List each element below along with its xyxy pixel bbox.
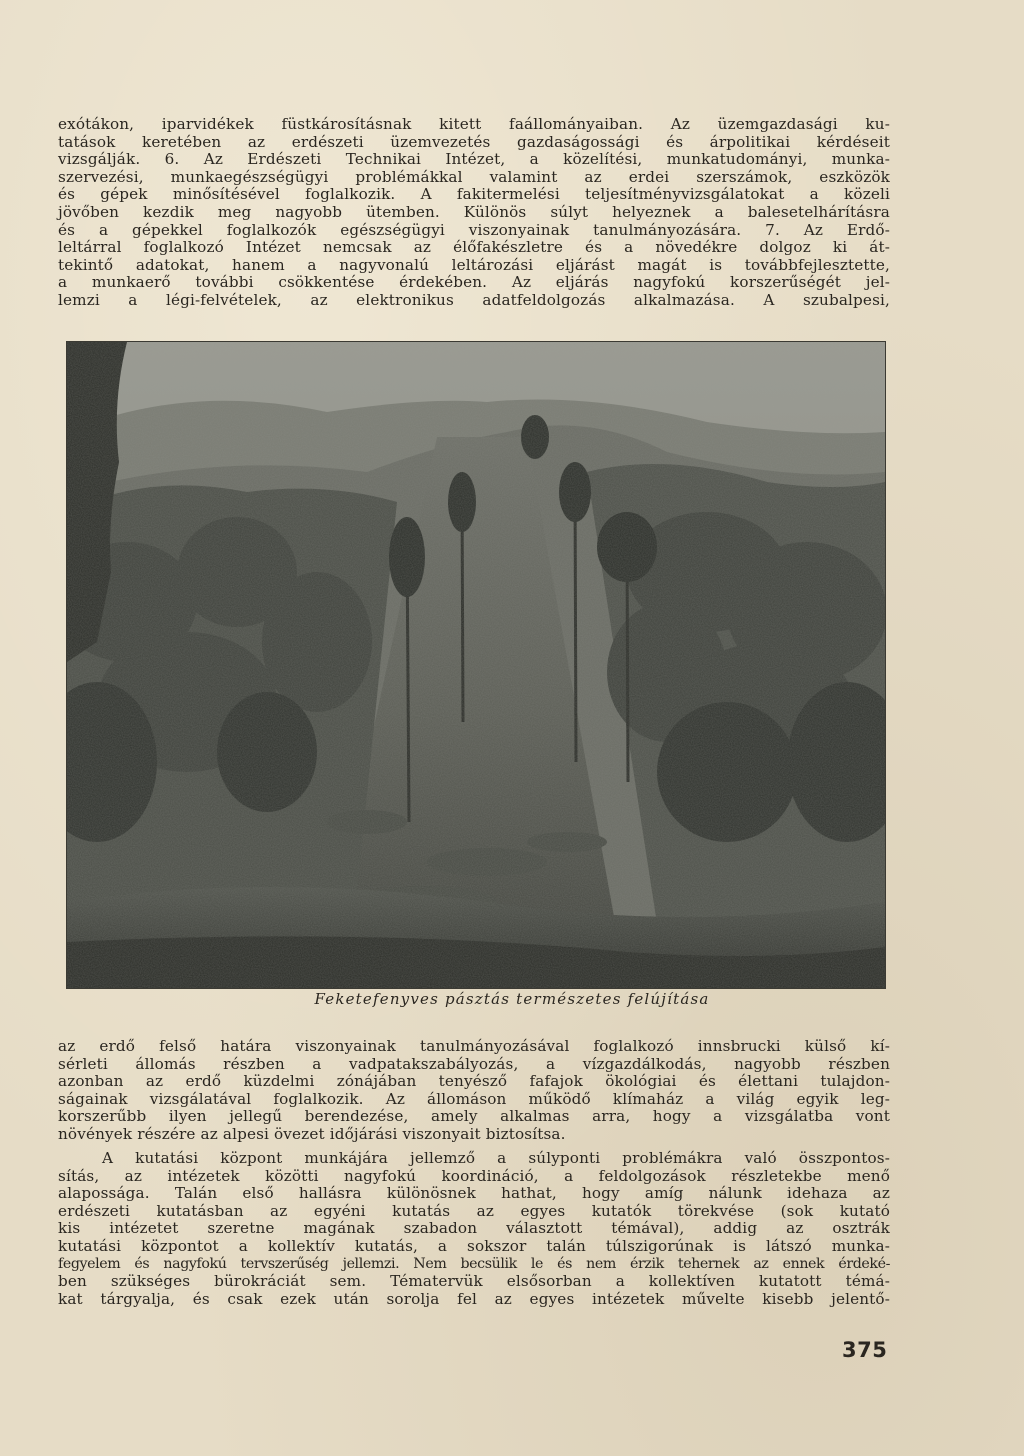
text-line: ságainak vizsgálatával foglalkozik. Az állomáson működő klímaház a világ egyik leg- — [58, 1089, 890, 1108]
text-line: sítás, az intézetek közötti nagyfokú koordináció, a feldolgozások részletekbe menő — [58, 1166, 890, 1185]
text-line: azonban az erdő küzdelmi zónájában tenyésző fafajok ökológiai és élettani tulajdon- — [58, 1072, 890, 1091]
text-line: leltárral foglalkozó Intézet nemcsak az élőfakészletre és a növedékre dolgoz ki át- — [58, 238, 890, 257]
text-line: kutatási központot a kollektív kutatás, a sokszor talán túlszigorúnak is látszó munka- — [58, 1236, 890, 1255]
text-line: exótákon, iparvidékek füstkárosításnak kitett faállományaiban. Az üzemgazdasági ku- — [58, 115, 890, 133]
text-line: tatások keretében az erdészeti üzemvezetés gazdaságossági és árpolitikai kérdéseit — [58, 132, 890, 151]
text-line: A kutatási központ munkájára jellemző a súlyponti problémákra való összpontos- — [102, 1149, 890, 1167]
text-line: és gépek minősítésével foglalkozik. A fakitermelési teljesítményvizsgálatokat a közeli — [58, 185, 890, 204]
photo-caption: Feketefenyves pásztás természetes felújítása — [314, 990, 710, 1008]
page-number: 375 — [842, 1338, 888, 1362]
paragraph-1 — [58, 1038, 890, 1144]
text-line: tekintő adatokat, hanem a nagyvonalú leltározási eljárást magát is továbbfejlesztette, — [58, 255, 890, 274]
text-line: jövőben kezdik meg nagyobb ütemben. Különös súlyt helyeznek a balesetelhárításra — [58, 202, 890, 221]
text-line: kat tárgyalja, és csak ezek után sorolja fel az egyes intézetek művelte kisebb jelentő- — [58, 1289, 890, 1308]
paragraph-2 — [58, 1150, 890, 1308]
text-line: erdészeti kutatásban az egyéni kutatás az egyes kutatók törekvése (sok kutató — [58, 1201, 890, 1220]
text-line: a munkaerő további csökkentése érdekében. Az eljárás nagyfokú korszerűségét jel- — [58, 273, 890, 292]
text-line: és a gépekkel foglalkozók egészségügyi viszonyainak tanulmányozására. 7. Az Erdő- — [58, 220, 890, 239]
text-line: sérleti állomás részben a vadpatakszabályozás, a vízgazdálkodás, nagyobb részben — [58, 1054, 890, 1073]
text-line: növények részére az alpesi övezet időjárási viszonyait biztosítsa. — [58, 1124, 566, 1143]
text-line: lemzi a légi-felvételek, az elektronikus adatfeldolgozás alkalmazása. A szubalpesi, — [58, 290, 890, 309]
text-line: kis intézetet szeretne magának szabadon választott témával), addig az osztrák — [58, 1219, 890, 1238]
top-paragraph — [58, 116, 890, 310]
text-line: fegyelem és nagyfokú tervszerűség jellemzi. Nem becsülik le és nem érzik tehernek az ennek érdeké- — [58, 1255, 890, 1272]
text-line: vizsgálják. 6. Az Erdészeti Technikai Intézet, a közelítési, munkatudományi, munka- — [58, 150, 890, 169]
text-line: alapossága. Talán első hallásra különösnek hathat, hogy amíg nálunk idehaza az — [58, 1184, 890, 1203]
forest-photo — [66, 341, 886, 989]
text-line: ben szükséges bürokráciát sem. Tématervük elsősorban a kollektíven kutatott témá- — [58, 1272, 890, 1291]
text-line: az erdő felső határa viszonyainak tanulmányozásával foglalkozó innsbrucki külső kí- — [58, 1037, 890, 1055]
text-line: korszerűbb ilyen jellegű berendezése, amely alkalmas arra, hogy a vizsgálatba vont — [58, 1107, 890, 1126]
text-line: szervezési, munkaegészségügyi problémákkal valamint az erdei szerszámok, eszközök — [58, 167, 890, 186]
